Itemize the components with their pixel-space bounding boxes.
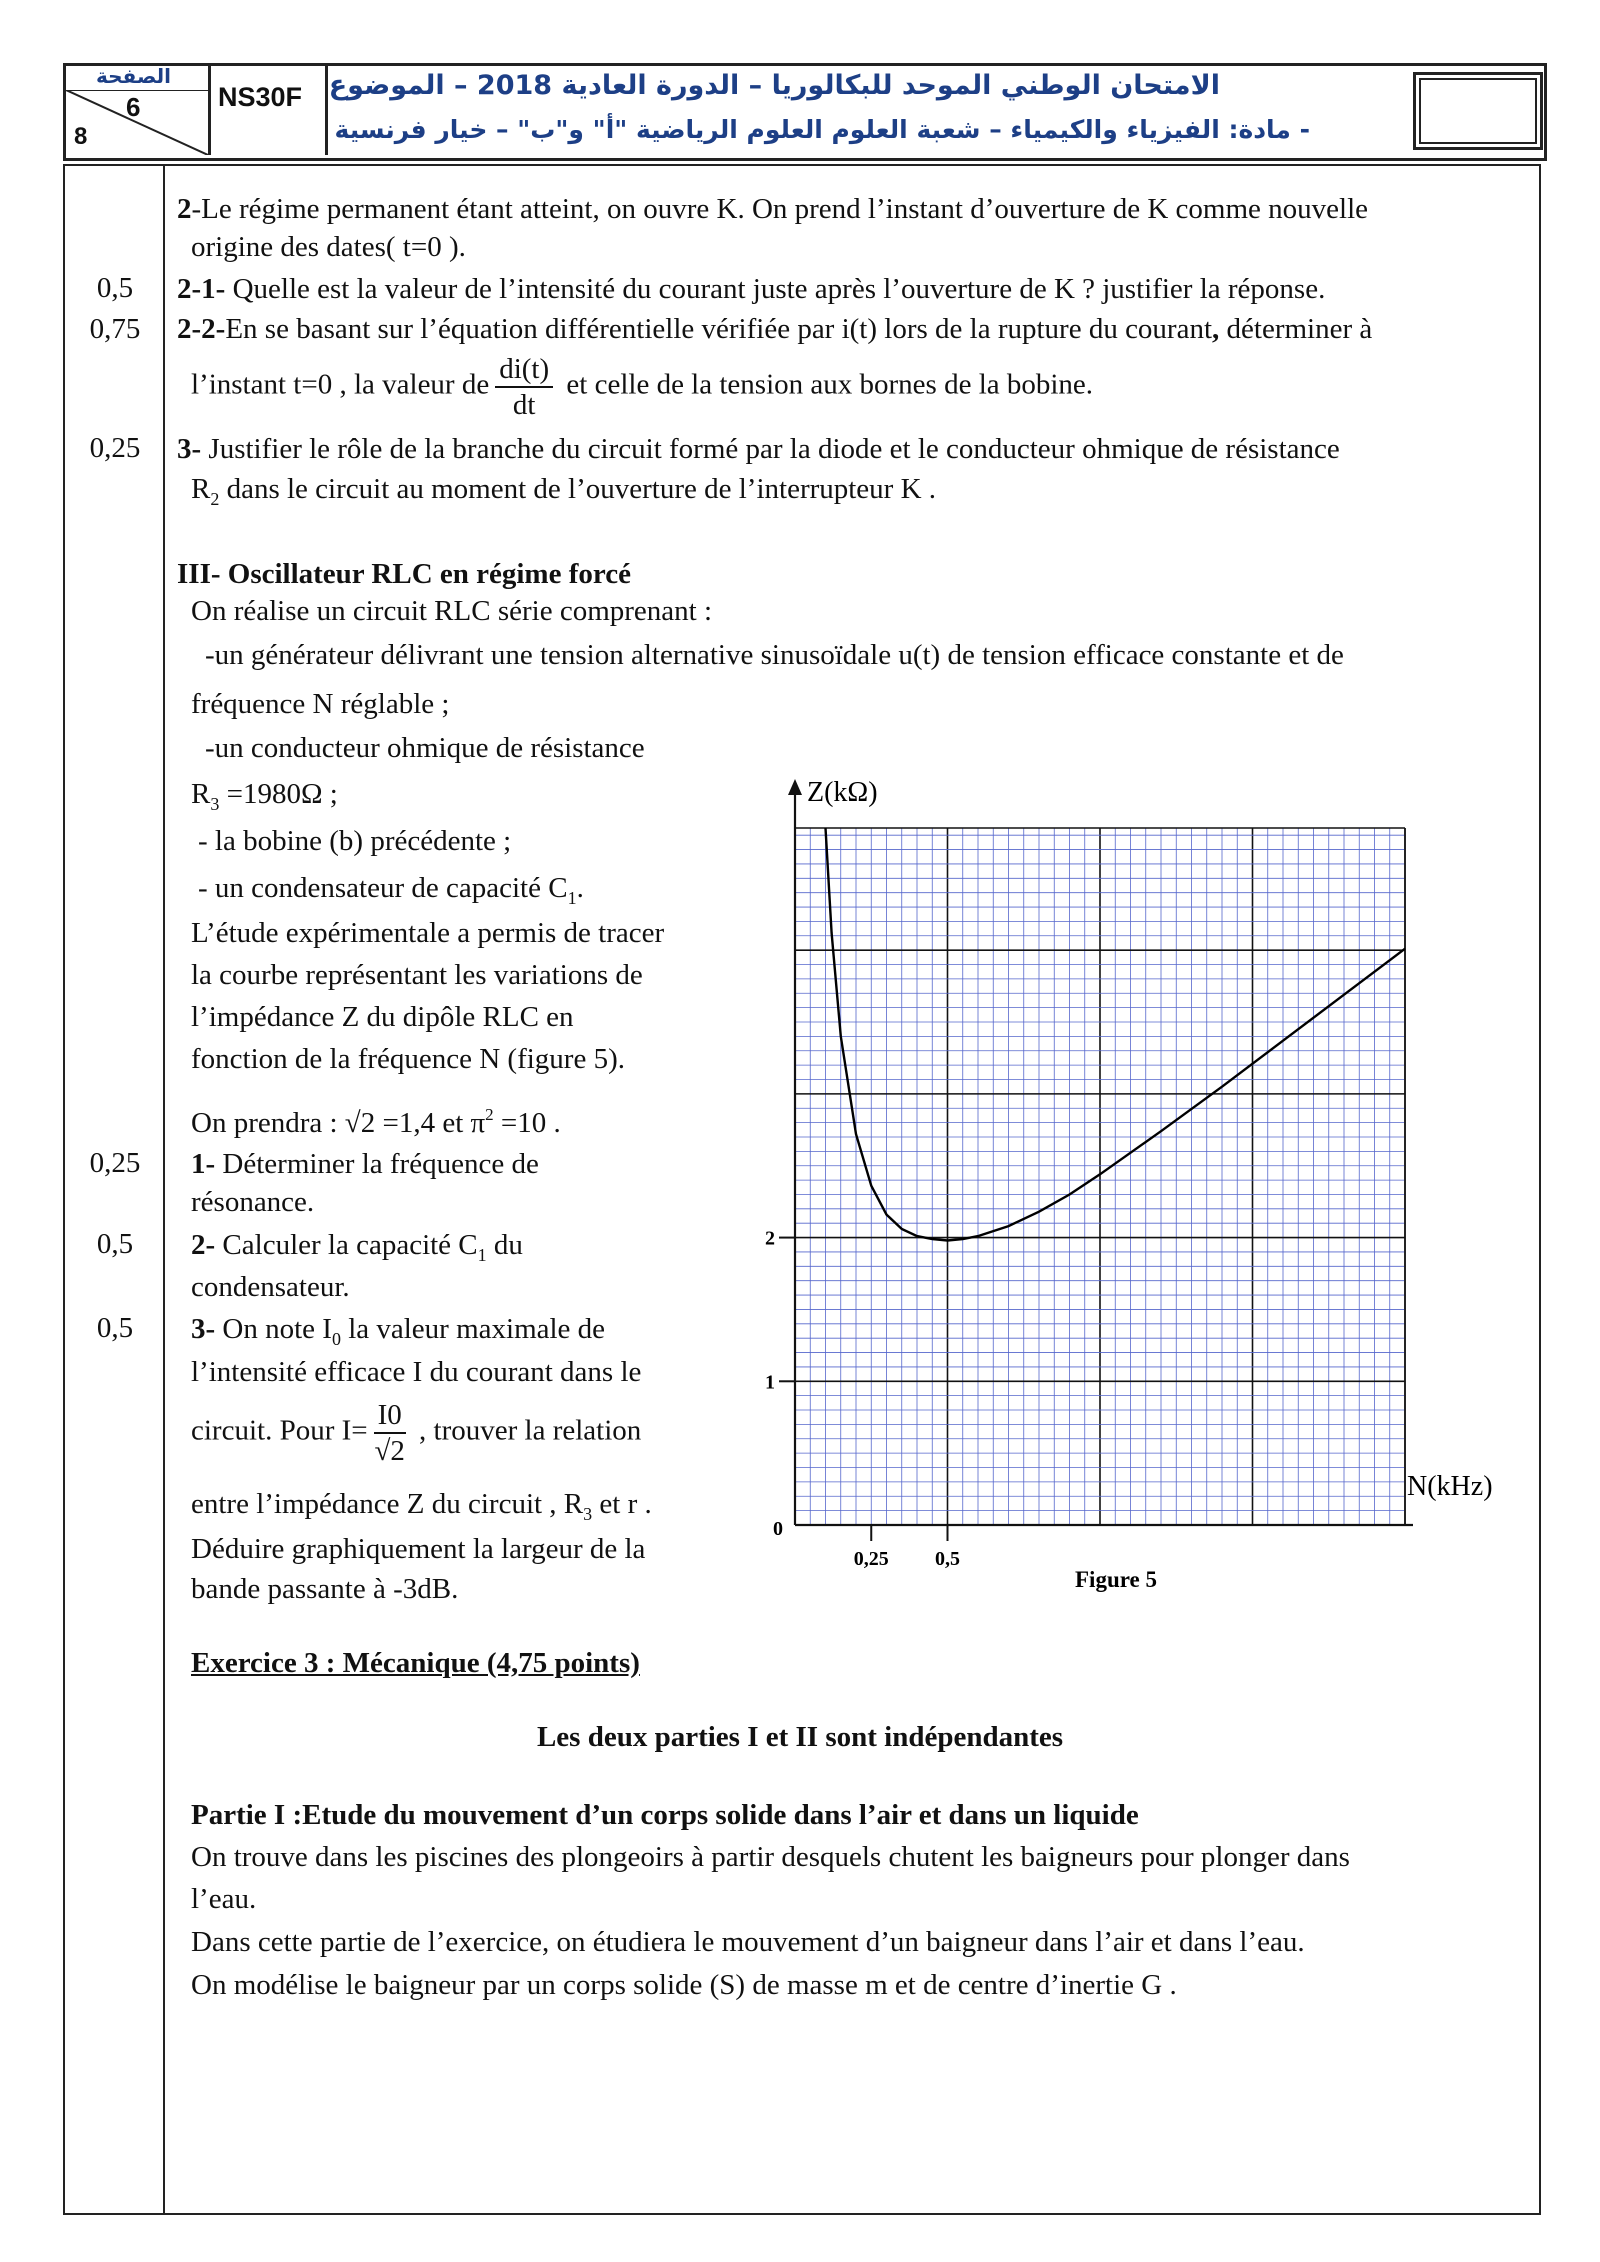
- q2-text-line2: origine des dates( t=0 ).: [191, 231, 466, 263]
- subquestion-2: [191, 1228, 523, 1272]
- s3-d-sub: 3: [583, 1504, 593, 1524]
- s3-d2: et r .: [592, 1488, 652, 1520]
- s3-d1: entre l’impédance Z du circuit , R: [191, 1488, 584, 1520]
- study-line: la courbe représentant les variations de: [191, 959, 643, 991]
- q2-number: 2: [177, 193, 192, 225]
- q3-text-b: dans le circuit au moment de l’ouverture de l’interrupteur K .: [219, 473, 937, 505]
- points-value: 0,25: [89, 1147, 141, 1179]
- header-title-line2: - مادة: الفيزياء والكيمياء – شعبة العلوم العلوم الرياضية "أ" و"ب" – خيار فرنسية: [334, 115, 1310, 144]
- section-3-intro: On réalise un circuit RLC série comprenant :: [191, 595, 713, 627]
- resistor-value: [191, 777, 338, 821]
- impedance-chart: [745, 775, 1535, 1605]
- given-b: =10 .: [493, 1107, 561, 1139]
- capacitor-text: - un condensateur de capacité C: [198, 872, 568, 904]
- r3-sub: 3: [210, 794, 220, 814]
- paragraph-3: On modélise le baigneur par un corps solide (S) de masse m et de centre d’inertie G .: [191, 1969, 1177, 2001]
- question-2: [177, 192, 1368, 226]
- y-tick-label: 2: [765, 1227, 775, 1250]
- frac-denominator: dt: [512, 389, 536, 421]
- points-value: 0,5: [96, 1312, 134, 1344]
- q3-r-sub: 2: [210, 489, 220, 509]
- s3-number: 3-: [191, 1313, 216, 1345]
- study-line: l’impédance Z du dipôle RLC en: [191, 1001, 574, 1033]
- study-line: L’étude expérimentale a permis de tracer: [191, 917, 665, 949]
- s2-number: 2-: [191, 1229, 216, 1261]
- r3-value: =1980Ω ;: [219, 778, 338, 810]
- question-2-1: [177, 272, 1325, 306]
- header-title-line1: الامتحان الوطني الموحد للبكالوريا – الدورة العادية 2018 – الموضوع: [328, 70, 1220, 101]
- points-value: 0,5: [96, 272, 134, 304]
- subquestion-3-line6: bande passante à -3dB.: [191, 1573, 459, 1605]
- subquestion-1-line2: résonance.: [191, 1186, 315, 1218]
- subquestion-3-line2: l’intensité efficace I du courant dans le: [191, 1356, 642, 1388]
- points-value: 0,5: [96, 1228, 134, 1260]
- page-label: الصفحة: [96, 64, 172, 88]
- capacitor-line: [198, 871, 584, 915]
- q22-number: 2-2-: [177, 313, 226, 345]
- s2-text-b: du: [486, 1229, 523, 1261]
- partie-1-title: [191, 1798, 1139, 1832]
- pi-squared-sup: 2: [485, 1105, 494, 1124]
- exercise-3-subtitle-text: Les deux parties I et II sont indépendantes: [536, 1721, 1064, 1753]
- subquestion-2-line2: condensateur.: [191, 1271, 350, 1303]
- frame-right: [1539, 164, 1541, 2215]
- page-current: 6: [126, 92, 141, 122]
- header-empty-box: [1413, 72, 1543, 150]
- paragraph-1b: l’eau.: [191, 1883, 257, 1915]
- current-fraction: [374, 1398, 406, 1468]
- generator-line: -un générateur délivrant une tension alternative sinusoïdale u(t) de tension efficace constante et de: [205, 639, 1344, 671]
- frac-numerator: di(t): [495, 352, 553, 388]
- q3-number: 3-: [177, 433, 202, 465]
- q22-text-end: déterminer à: [1219, 313, 1373, 345]
- subquestion-3: [191, 1312, 605, 1356]
- q3-text: Justifier le rôle de la branche du circuit formé par la diode et le conducteur ohmique de résistance: [201, 433, 1340, 465]
- s2-text: Calculer la capacité C: [215, 1229, 478, 1261]
- study-line: fonction de la fréquence N (figure 5).: [191, 1043, 625, 1075]
- exercise-3-subtitle: [0, 1720, 1600, 1754]
- x-tick-label: 0,25: [853, 1548, 889, 1570]
- s2-sub: 1: [477, 1245, 487, 1265]
- y-axis-label: Z(kΩ): [807, 777, 878, 808]
- x-tick-label: 0,5: [935, 1548, 960, 1570]
- paragraph-2: Dans cette partie de l’exercice, on étudiera le mouvement d’un baigneur dans l’air et dans l’eau.: [191, 1926, 1305, 1958]
- q22-comma: ,: [1212, 313, 1220, 345]
- given-values: [191, 1098, 561, 1140]
- subquestion-3-line4: [191, 1487, 652, 1531]
- y-axis-arrow: [788, 779, 802, 795]
- s1-text: Déterminer la fréquence de: [215, 1148, 539, 1180]
- frac-i0: I0: [374, 1398, 406, 1434]
- coil-line: - la bobine (b) précédente ;: [198, 825, 512, 857]
- s1-number: 1-: [191, 1148, 216, 1180]
- section-3-title: [177, 557, 631, 591]
- q21-number: 2-1-: [177, 273, 226, 305]
- frame-left: [63, 164, 65, 2215]
- points-value: 0,75: [89, 313, 141, 345]
- s3-c2: , trouver la relation: [411, 1414, 642, 1447]
- section-3-title-text: III- Oscillateur RLC en régime forcé: [177, 558, 631, 590]
- q22-line2: [191, 352, 1093, 422]
- r3: R: [191, 778, 211, 810]
- c1-sub: 1: [567, 888, 577, 908]
- subquestion-3-line5: Déduire graphiquement la largeur de la: [191, 1533, 646, 1565]
- question-2-2: [177, 312, 1372, 346]
- derivative-fraction: [495, 352, 553, 422]
- points-column-divider: [163, 164, 165, 2215]
- subquestion-3-line3: [191, 1398, 641, 1468]
- capacitor-end: .: [576, 872, 584, 904]
- q22-line2-b: et celle de la tension aux bornes de la bobine.: [559, 368, 1094, 401]
- figure-caption: Figure 5: [1075, 1567, 1157, 1592]
- question-3: [177, 432, 1340, 466]
- s3-c1: circuit. Pour I=: [191, 1414, 368, 1447]
- exam-code: NS30F: [218, 82, 303, 112]
- s3-text: On note I: [215, 1313, 332, 1345]
- frame-bottom: [63, 2213, 1541, 2215]
- q22-line2-a: l’instant t=0 , la valeur de: [191, 368, 490, 401]
- generator-line2: fréquence N réglable ;: [191, 688, 450, 720]
- q2-text: -Le régime permanent étant atteint, on ouvre K. On prend l’instant d’ouverture de K comme nouvelle: [191, 193, 1369, 225]
- q3-r: R: [191, 473, 211, 505]
- q22-text: En se basant sur l’équation différentielle vérifiée par i(t) lors de la rupture du courant: [225, 313, 1213, 345]
- s3-text-b: la valeur maximale de: [340, 1313, 606, 1345]
- partie-1-title-text: Partie I :Etude du mouvement d’un corps solide dans l’air et dans un liquide: [191, 1799, 1139, 1831]
- frame-top: [63, 164, 1541, 166]
- q3-line2: [191, 472, 936, 516]
- x-axis-label: N(kHz): [1407, 1471, 1493, 1502]
- y-tick-label: 1: [765, 1371, 775, 1394]
- frac-sqrt2: √2: [374, 1435, 405, 1467]
- given-a: On prendra : √2 =1,4 et π: [191, 1107, 486, 1139]
- resistor-line: -un conducteur ohmique de résistance: [205, 732, 645, 764]
- s3-sub: 0: [331, 1329, 341, 1349]
- page-total: 8: [74, 123, 88, 150]
- exercise-3-title-text: Exercice 3 : Mécanique (4,75 points): [191, 1647, 640, 1679]
- exercise-3-title: [191, 1646, 640, 1680]
- origin-label: 0: [773, 1518, 783, 1540]
- q21-text: Quelle est la valeur de l’intensité du courant juste après l’ouverture de K ? justifier la réponse.: [225, 273, 1326, 305]
- points-value: 0,25: [89, 432, 141, 464]
- paragraph-1: On trouve dans les piscines des plongeoirs à partir desquels chutent les baigneurs pour plonger dans: [191, 1841, 1350, 1873]
- subquestion-1: [191, 1147, 539, 1181]
